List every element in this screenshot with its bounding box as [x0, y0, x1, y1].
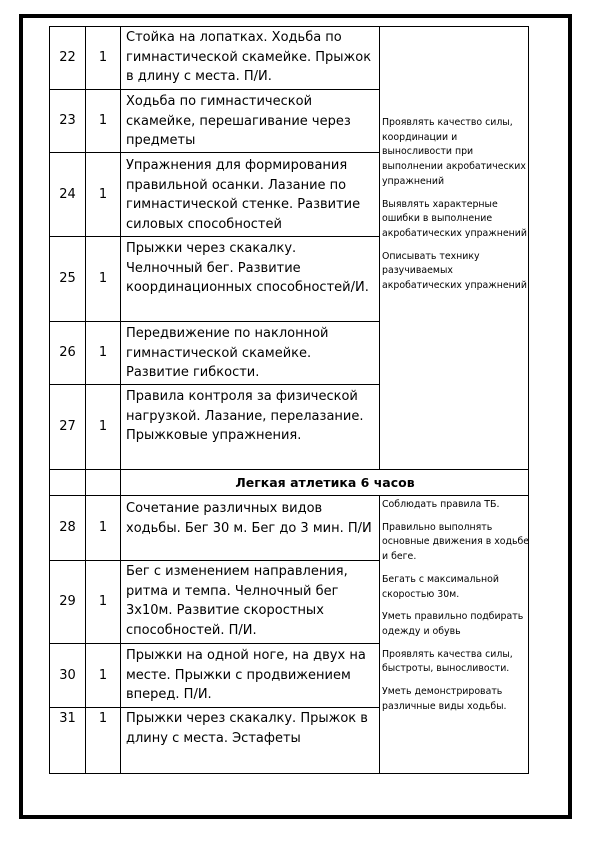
lesson-topic: Стойка на лопатках. Ходьба по гимнастической скамейке. Прыжок в длину с места. П/И. [126, 30, 372, 84]
athletics-outcomes [382, 498, 530, 722]
outcome-text: Соблюдать правила ТБ. [382, 499, 500, 510]
outcome-text: Проявлять качество силы, координации и выносливости при выполнении акробатических упражнений [382, 117, 526, 187]
lesson-hours: 1 [98, 667, 108, 683]
row-divider [49, 495, 529, 496]
lesson-topic: Прыжки через скакалку. Челночный бег. Развитие координационных способностей/И. [126, 241, 369, 295]
lesson-hours: 1 [98, 271, 108, 286]
outcome-text: Уметь правильно подбирать одежду и обувь [382, 611, 524, 637]
lesson-topic: Правила контроля за физической нагрузкой. Лазание, перелазание. Прыжковые упражнения. [126, 389, 364, 443]
lesson-number: 28 [59, 520, 76, 535]
lesson-hours: 1 [98, 345, 108, 360]
lesson-number: 25 [59, 271, 76, 286]
lesson-hours: 1 [98, 186, 108, 202]
lesson-number: 29 [59, 594, 76, 609]
col-divider [379, 495, 380, 774]
lesson-number: 30 [59, 667, 76, 683]
lesson-number: 31 [59, 710, 76, 726]
lesson-hours: 1 [98, 50, 108, 65]
lesson-hours: 1 [98, 710, 108, 726]
gymnastics-outcomes [382, 116, 530, 302]
lesson-number: 26 [59, 345, 76, 360]
section-title: Легкая атлетика 6 часов [235, 474, 415, 490]
lesson-hours: 1 [98, 419, 108, 434]
lesson-hours: 1 [98, 113, 108, 128]
outcome-text: Описывать технику разучиваемых акробатических упражнений. [382, 250, 530, 292]
lesson-table [49, 26, 529, 774]
col-divider [379, 26, 380, 469]
lesson-number: 27 [59, 419, 76, 434]
lesson-topic: Передвижение по наклонной гимнастической скамейке. Развитие гибкости. [126, 326, 329, 380]
lesson-topic: Бег с изменением направления, ритма и темпа. Челночный бег 3х10м. Развитие скоростных способностей. П/И. [126, 564, 348, 638]
outcome-text: Выявлять характерные ошибки в выполнение акробатических упражнений. [382, 198, 530, 239]
lesson-topic: Прыжки через скакалку. Прыжок в длину с места. Эстафеты [126, 711, 368, 746]
lesson-number: 23 [59, 113, 76, 128]
lesson-hours: 1 [98, 594, 108, 609]
outcome-text: Проявлять качества силы, быстроты, выносливости. [382, 648, 513, 675]
outcome-text: Бегать с максимальной скоростью 30м. [382, 573, 499, 600]
lesson-topic: Прыжки на одной ноге, на двух на месте. Прыжки с продвижением вперед. П/И. [126, 648, 366, 702]
table-border-bottom [49, 773, 529, 774]
row-divider [49, 469, 529, 470]
lesson-hours: 1 [98, 520, 108, 535]
lesson-topic: Упражнения для формирования правильной осанки. Лазание по гимнастической стенке. Развитие силовых способностей [126, 158, 361, 232]
lesson-number: 22 [59, 50, 76, 65]
lesson-topic: Ходьба по гимнастической скамейке, перешагивание через предметы [126, 94, 351, 148]
lesson-number: 24 [59, 186, 76, 202]
col-divider [120, 26, 121, 774]
outcome-text: Правильно выполнять основные движения в ходьбе и беге. [382, 521, 530, 563]
outcome-text: Уметь демонстрировать различные виды ходьбы. [382, 686, 507, 712]
lesson-topic: Сочетание различных видов ходьбы. Бег 30 м. Бег до 3 мин. П/И [126, 501, 372, 536]
